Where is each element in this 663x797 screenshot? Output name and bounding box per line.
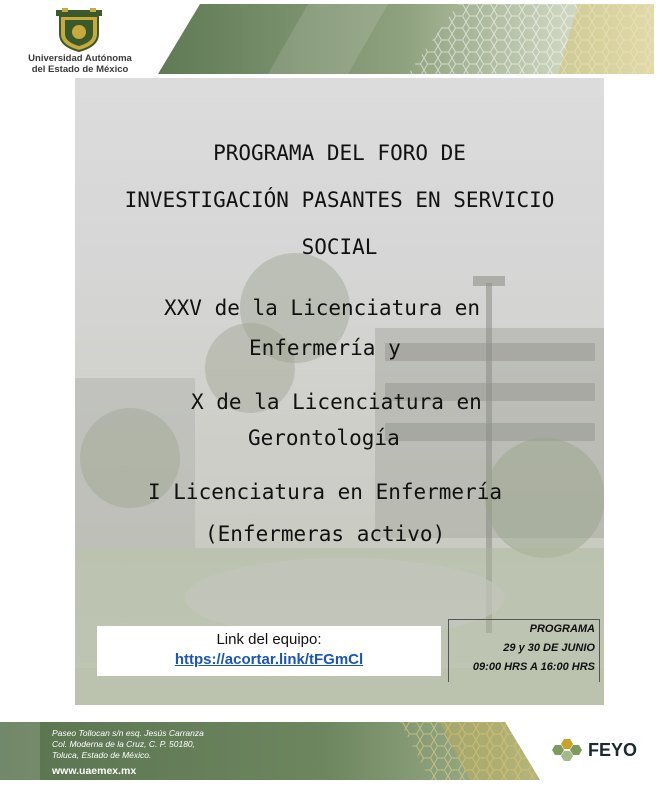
address-line-3: Toluca, Estado de México. [52,750,152,760]
address-line-1: Paseo Tollocan s/n esq. Jesús Carranza [52,728,204,738]
program-heading: PROGRAMA [529,623,595,635]
event-poster [75,78,604,705]
feyo-logo-text: FEYO [588,740,638,760]
team-link-box [97,626,441,676]
program-line-gerontology-cont: Gerontología [248,426,400,450]
program-line-active-nurses: I Licenciatura en Enfermería [148,480,503,504]
university-name [14,53,146,75]
footer-website-link[interactable]: www.uaemex.mx [52,765,137,777]
university-name-line-2: del Estado de México [31,64,129,75]
program-line-gerontology: X de la Licenciatura en [191,390,482,414]
team-link-url[interactable]: https://acortar.link/tFGmCl [174,651,364,668]
team-link-label: Link del equipo: [216,631,322,648]
uaemex-logo [14,8,144,76]
program-line-nursing: XXV de la Licenciatura en [164,296,481,320]
forum-title-line-2: INVESTIGACIÓN PASANTES EN SERVICIO [124,188,555,212]
forum-title-line-1: PROGRAMA DEL FORO DE [213,141,466,165]
university-name-line-1: Universidad Autónoma [28,53,132,64]
program-line-nursing-cont: Enfermería y [249,336,401,360]
address-line-2: Col. Moderna de la Cruz, C. P. 50180, [52,739,196,749]
program-dates: 29 y 30 DE JUNIO [503,642,595,654]
footer-address [52,728,204,761]
header-decorative-band [158,4,654,74]
program-line-active-nurses-cont: (Enfermeras activo) [205,522,446,546]
program-hours: 09:00 HRS A 16:00 HRS [472,661,595,673]
university-shield-icon [52,8,106,52]
forum-title [75,130,604,271]
page-header [0,0,663,80]
program-schedule-box [448,619,600,682]
feyo-honeycomb-logo-icon [552,736,582,766]
forum-title-line-3: SOCIAL [301,235,378,259]
